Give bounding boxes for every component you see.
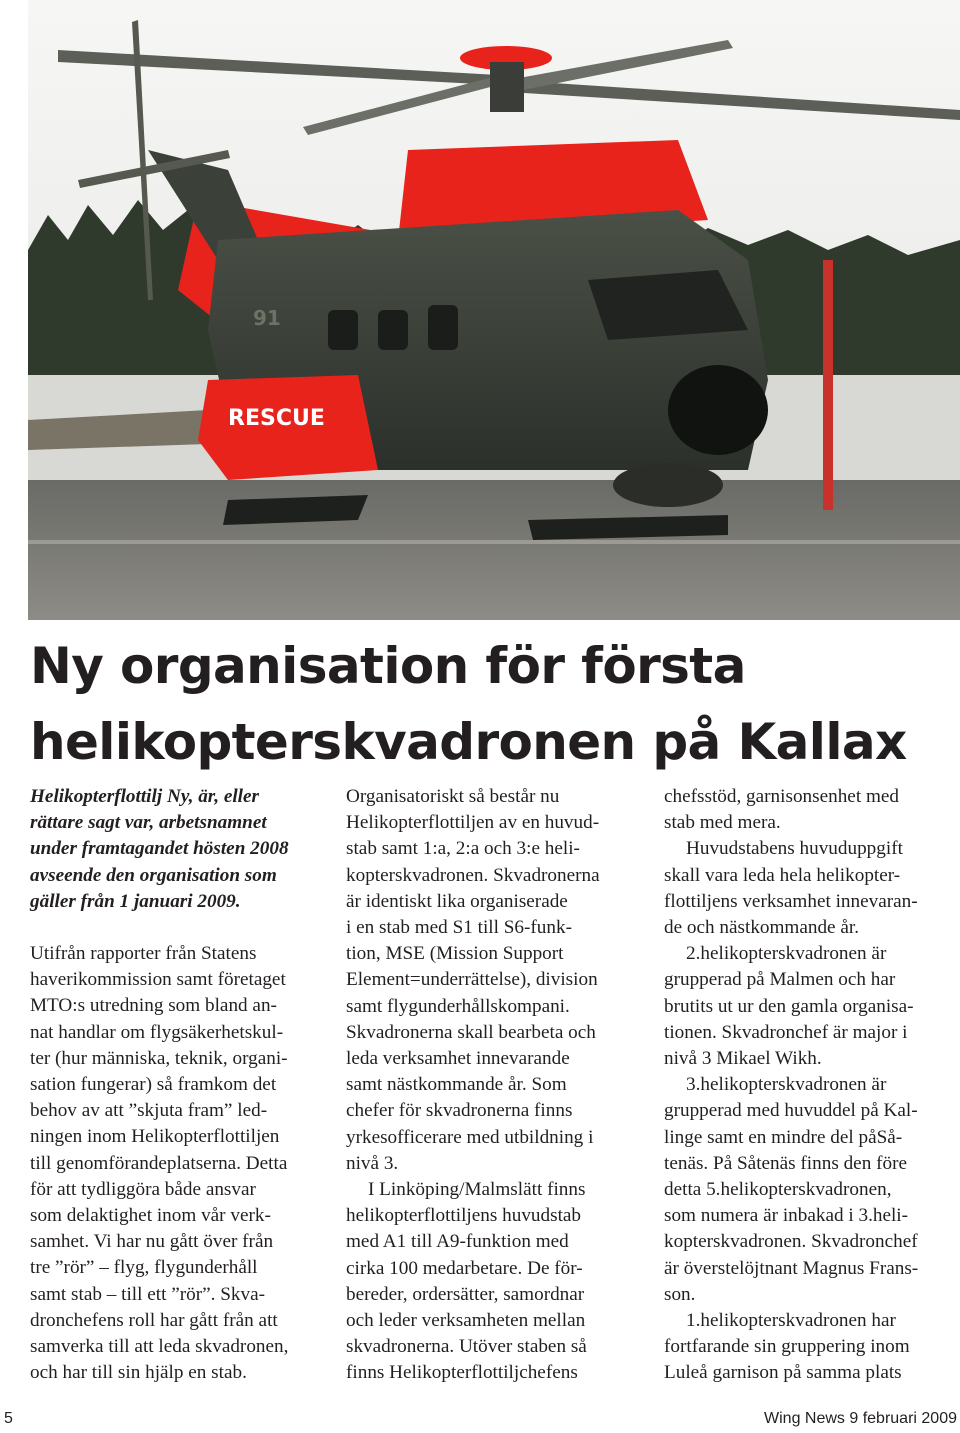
column-1 [30,784,330,1386]
text-line: grupperad på Malmen och har [664,969,896,991]
headline-line-1: Ny organisation för första [30,637,746,695]
text-line: kopterskvadronen. Skvadronerna [346,864,600,886]
text-line: samt flygunderhållskompani. [346,995,570,1017]
body-paragraph [346,784,646,1177]
text-line: är identiskt lika organiserade [346,890,568,912]
helicopter-illustration [28,0,960,620]
body-paragraph [664,941,960,1072]
text-line: tenäs. På Såtenäs finns den före [664,1152,907,1174]
text-line: stab samt 1:a, 2:a och 3:e heli- [346,838,580,860]
lead-paragraph [30,784,330,915]
body-paragraph [664,1072,960,1308]
text-line: tionen. Skvadronchef är major i [664,1021,908,1043]
headline-line-2: helikopterskvadronen på Kallax [30,713,907,771]
text-line: chefer för skvadronerna finns [346,1100,573,1122]
helicopter-photo [28,0,960,620]
text-line: är överstelöjtnant Magnus Frans- [664,1257,919,1279]
text-line: gäller från 1 januari 2009. [30,890,241,912]
text-line: ter (hur människa, teknik, organi- [30,1047,288,1069]
text-line: linge samt en mindre del påSå- [664,1126,903,1148]
text-line: samt nästkommande år. Som [346,1074,567,1096]
text-line: behov av att ”skjuta fram” led- [30,1100,268,1122]
rescue-text: RESCUE [228,406,325,431]
text-line: Huvudstabens huvuduppgift [686,838,903,860]
text-line: Skvadronerna skall bearbeta och [346,1021,596,1043]
text-line: 3.helikopterskvadronen är [686,1074,887,1096]
text-line: Helikopterflottiljen av en huvud- [346,812,600,834]
text-line: dronchefens roll har gått från att [30,1309,278,1331]
body-paragraph [30,941,330,1386]
text-line: som delaktighet inom vår verk- [30,1205,271,1227]
article-headline [30,628,960,780]
text-line: nivå 3. [346,1152,399,1174]
body-paragraph [664,784,960,836]
text-line: samhet. Vi har nu gått över från [30,1231,274,1253]
tail-code: 91 [253,306,281,330]
text-line: avseende den organisation som [30,864,277,886]
text-line: under framtagandet hösten 2008 [30,838,289,860]
text-line: tre ”rör” – flyg, flygunderhåll [30,1257,258,1279]
text-line: fortfarande sin gruppering inom [664,1336,910,1358]
body-paragraph [664,836,960,941]
text-line: ningen inom Helikopterflottiljen [30,1126,280,1148]
text-line: och leder verksamheten mellan [346,1310,586,1332]
text-line: nivå 3 Mikael Wikh. [664,1048,822,1070]
text-line: helikopterflottiljens huvudstab [346,1205,582,1227]
text-line: Utifrån rapporter från Statens [30,943,257,965]
text-line: I Linköping/Malmslätt finns [368,1179,586,1201]
column-3 [664,784,960,1387]
column-2 [346,784,646,1387]
text-line: tion, MSE (Mission Support [346,943,564,965]
text-line: sation fungerar) så framkom det [30,1074,277,1096]
text-line: skvadronerna. Utöver staben så [346,1336,587,1358]
publication-info: Wing News 9 februari 2009 [764,1410,957,1427]
text-line: grupperad med huvuddel på Kal- [664,1100,918,1122]
text-line: Luleå garnison på samma plats [664,1362,902,1384]
text-line: kopterskvadronen. Skvadronchef [664,1231,918,1253]
text-line: med A1 till A9-funktion med [346,1231,569,1253]
text-line: chefsstöd, garnisonsenhet med [664,786,899,807]
text-line: stab med mera. [664,812,781,834]
text-line: flottiljens verksamhet innevaran- [664,890,918,912]
text-line: leda verksamhet innevarande [346,1048,570,1070]
text-line: i en stab med S1 till S6-funk- [346,917,572,939]
text-line: finns Helikopterflottiljchefens [346,1362,578,1384]
text-line: skall vara leda hela helikopter- [664,864,901,886]
text-line: detta 5.helikopterskvadronen, [664,1179,892,1201]
text-line: bereder, ordersätter, samordnar [346,1283,585,1305]
text-line: Helikopterflottilj Ny, är, eller [30,786,259,807]
text-line: som numera är inbakad i 3.heli- [664,1205,909,1227]
body-paragraph [664,1308,960,1387]
body-paragraph [346,1177,646,1387]
text-line: Element=underrättelse), division [346,969,598,991]
page-number: 5 [4,1410,13,1427]
text-line: son. [664,1283,696,1305]
text-line: rättare sagt var, arbetsnamnet [30,812,267,834]
text-line: brutits ut ur den gamla organisa- [664,995,914,1017]
text-line: MTO:s utredning som bland an- [30,995,277,1017]
text-line: samt stab – till ett ”rör”. Skva- [30,1283,265,1305]
text-line: för att tydliggöra både ansvar [30,1178,256,1200]
page-footer [0,1410,960,1433]
text-line: de och nästkommande år. [664,917,860,939]
text-line: yrkesofficerare med utbildning i [346,1126,594,1148]
text-line: cirka 100 medarbetare. De för- [346,1257,583,1279]
text-line: haverikommission samt företaget [30,969,286,991]
text-line: nat handlar om flygsäkerhetskul- [30,1021,284,1043]
text-line: och har till sin hjälp en stab. [30,1362,247,1384]
text-line: Organisatoriskt så består nu [346,786,560,807]
text-line: 2.helikopterskvadronen är [686,943,887,965]
text-line: 1.helikopterskvadronen har [686,1310,896,1332]
text-line: till genomförandeplatserna. Detta [30,1152,288,1174]
text-line: samverka till att leda skvadronen, [30,1336,289,1358]
